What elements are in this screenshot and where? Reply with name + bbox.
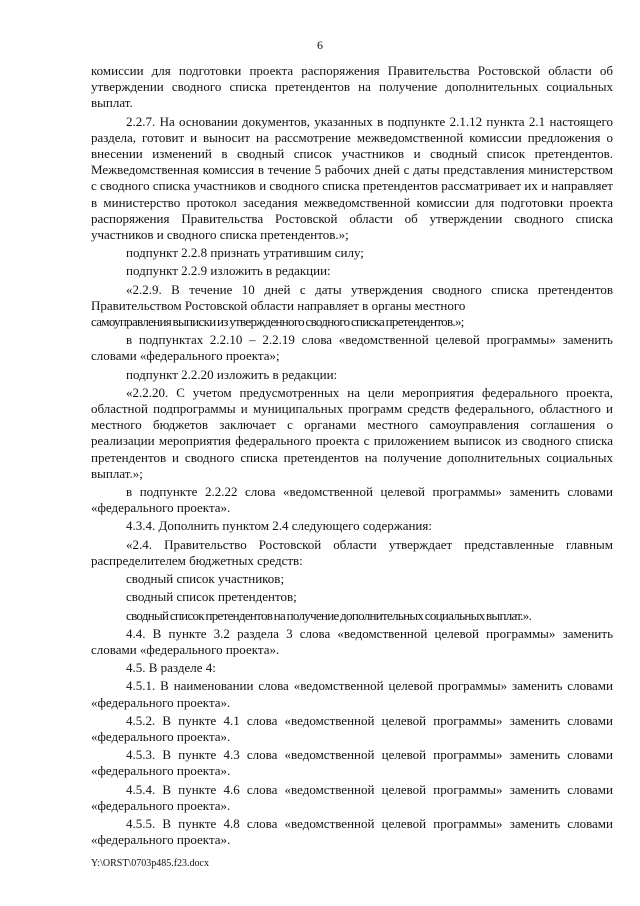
paragraph-6: подпункт 2.2.20 изложить в редакции: [126, 366, 338, 382]
paragraph-7: «2.2.20. С учетом предусмотренных на цели мероприятия федерального проекта, областной подпрограммы и муниципальных программ средств федерального, областного и местного бюджетов заключает с органами местного самоуправления соглашения о реализации мероприятия федерального проекта с приложением выписок из сводного списка претендентов и сводного списка претендентов на получение дополнительных социальных выплат.»; [91, 384, 613, 481]
paragraph-17: 4.5.2. В пункте 4.1 слова «ведомственной целевой программы» заменить словами «федерального проекта». [91, 712, 613, 744]
paragraph-10: «2.4. Правительство Ростовской области утверждает представленные главным распределителем бюджетных средств: [91, 536, 613, 568]
footer-file-path: Y:\ORST\0703p485.f23.docx [91, 858, 209, 869]
paragraph-3: подпункт 2.2.9 изложить в редакции: [126, 263, 331, 279]
paragraph-13: сводный список претендентов на получение дополнительных социальных выплат.». [126, 607, 532, 623]
paragraph-0: комиссии для подготовки проекта распоряжения Правительства Ростовской области об утверждении сводного списка претендентов на получение дополнительных социальных выплат. [91, 63, 613, 111]
paragraph-15: 4.5. В разделе 4: [126, 660, 216, 676]
paragraph-2: подпункт 2.2.8 признать утратившим силу; [126, 245, 364, 261]
paragraph-4-main: «2.2.9. В течение 10 дней с даты утверждения сводного списка претендентов Правительством Ростовской области направляет в органы местного [91, 281, 613, 313]
document-body [91, 63, 613, 848]
paragraph-16: 4.5.1. В наименовании слова «ведомственной целевой программы» заменить словами «федерального проекта». [91, 678, 613, 710]
paragraph-9: 4.3.4. Дополнить пунктом 2.4 следующего содержания: [126, 518, 432, 534]
page-number: 6 [317, 38, 323, 52]
paragraph-11: сводный список участников; [126, 571, 285, 587]
paragraph-20: 4.5.5. В пункте 4.8 слова «ведомственной целевой программы» заменить словами «федерального проекта». [91, 815, 613, 848]
paragraph-14: 4.4. В пункте 3.2 раздела 3 слова «ведомственной целевой программы» заменить словами «федерального проекта». [91, 625, 613, 657]
paragraph-8: в подпункте 2.2.22 слова «ведомственной целевой программы» заменить словами «федерального проекта». [91, 484, 613, 516]
paragraph-12: сводный список претендентов; [126, 589, 297, 605]
paragraph-1: 2.2.7. На основании документов, указанных в подпункте 2.1.12 пункта 2.1 настоящего раздела, готовит и выносит на рассмотрение межведомственной комиссии предложения о внесении изменений в сводный список участников и сводный список претендентов. Межведомственная комиссия в течение 5 рабочих дней с даты представления министерством с сводного списка участников и сводного списка претендентов рассматривает их и направляет в министерство протокол заседания межведомственной комиссии для подготовки проекта распоряжения Правительства Ростовской области об утверждении сводного списка участников и сводного списка претендентов.»; [91, 113, 613, 243]
paragraph-18: 4.5.3. В пункте 4.3 слова «ведомственной целевой программы» заменить словами «федерального проекта». [91, 747, 613, 779]
paragraph-19: 4.5.4. В пункте 4.6 слова «ведомственной целевой программы» заменить словами «федерального проекта». [91, 781, 613, 813]
paragraph-4 [91, 282, 613, 331]
paragraph-5: в подпунктах 2.2.10 – 2.2.19 слова «ведомственной целевой программы» заменить словами «федерального проекта»; [91, 332, 613, 364]
paragraph-4-tail: самоуправления выписки из утвержденного сводного списка претендентов.»; [91, 314, 464, 330]
